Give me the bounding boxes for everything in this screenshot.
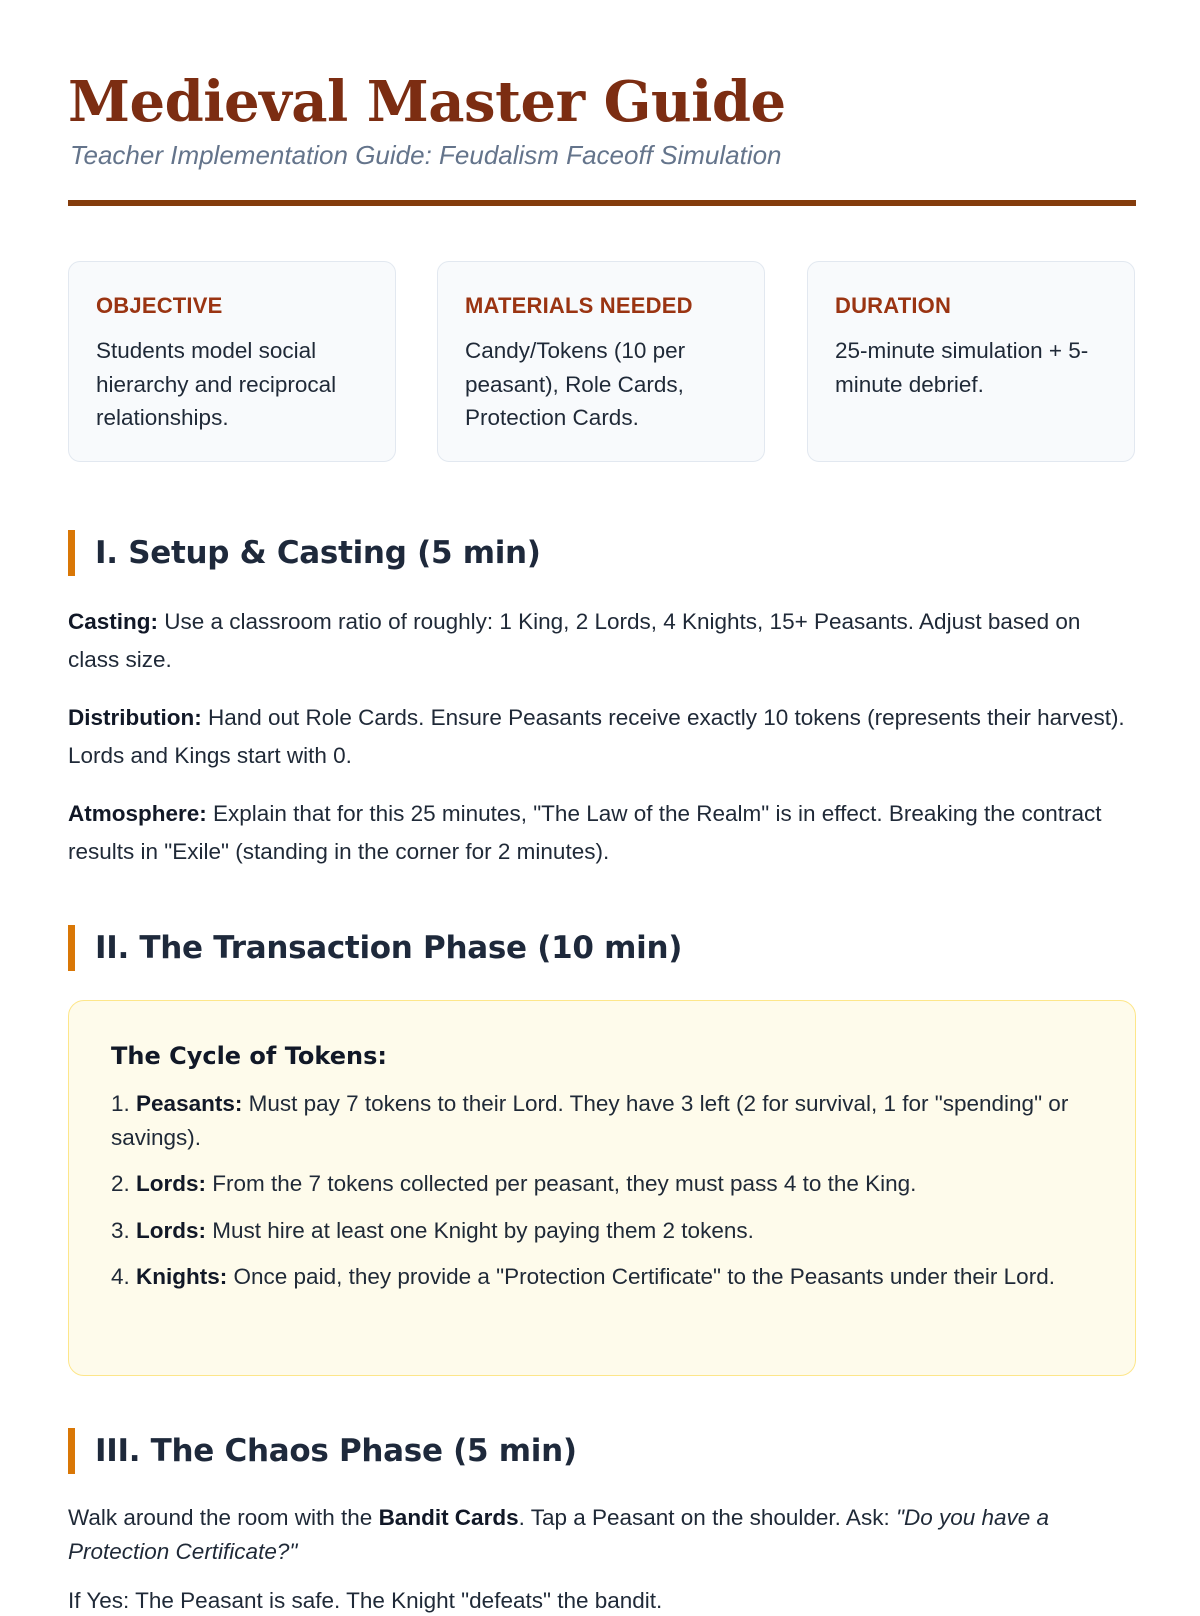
materials-label: MATERIALS NEEDED: [465, 293, 693, 318]
casting-text: Use a classroom ratio of roughly: 1 King, 2 Lords, 4 Knights, 15+ Peasants. Adjust based on class size.: [68, 609, 1081, 672]
chaos-intro-continuation: . Tap a Peasant on the shoulder. Ask:: [518, 1505, 896, 1530]
step-item: [111, 1167, 1095, 1201]
atmosphere-paragraph: [68, 795, 1136, 871]
step-number: 1.: [111, 1091, 137, 1116]
casting-label: Casting:: [68, 609, 158, 634]
objective-label: OBJECTIVE: [96, 293, 223, 318]
step-item: [111, 1260, 1095, 1294]
duration-text: 25-minute simulation + 5-minute debrief.: [835, 338, 1089, 397]
step-item: [111, 1214, 1095, 1248]
duration-label: DURATION: [835, 293, 952, 318]
distribution-paragraph: [68, 699, 1136, 775]
cut-off-list-item: If Yes: The Peasant is safe. The Knight "defeats" the bandit.: [68, 1588, 663, 1613]
objective-text: Students model social hierarchy and reciprocal relationships.: [96, 338, 337, 430]
step-text: Once paid, they provide a "Protection Certificate" to the Peasants under their Lord.: [227, 1264, 1055, 1289]
step-label: Peasants:: [136, 1091, 243, 1116]
section-setup-heading: I. Setup & Casting (5 min): [68, 530, 541, 576]
page-title: Medieval Master Guide: [68, 69, 786, 135]
step-label: Lords:: [136, 1171, 207, 1196]
step-number: 3.: [111, 1217, 137, 1243]
bandit-cards-label: Bandit Cards: [378, 1505, 519, 1530]
token-cycle-callout: [68, 1000, 1136, 1376]
materials-text: Candy/Tokens (10 per peasant), Role Cards, Protection Cards.: [465, 338, 686, 430]
title-divider: [68, 200, 1136, 206]
step-number: 4.: [111, 1264, 137, 1289]
step-text: Must pay 7 tokens to their Lord. They have 3 left (2 for survival, 1 for "spending" or savings).: [111, 1091, 1069, 1150]
atmosphere-text: Explain that for this 25 minutes, "The Law of the Realm" is in effect. Breaking the contract results in "Exile" (standing in the corner for 2 minutes).: [68, 801, 1102, 864]
summary-cards: [68, 261, 1136, 464]
step-label: Lords:: [136, 1217, 207, 1243]
casting-paragraph: [68, 603, 1136, 679]
step-label: Knights:: [136, 1264, 228, 1289]
materials-card: [437, 261, 765, 462]
distribution-label: Distribution:: [68, 705, 202, 730]
duration-card: [807, 261, 1135, 462]
callout-title: The Cycle of Tokens:: [111, 1042, 387, 1070]
section-transaction-heading: II. The Transaction Phase (10 min): [68, 925, 682, 971]
step-number: 2.: [111, 1171, 137, 1196]
atmosphere-label: Atmosphere:: [68, 801, 207, 826]
page-subtitle: Teacher Implementation Guide: Feudalism Faceoff Simulation: [70, 140, 782, 170]
section-chaos-heading: III. The Chaos Phase (5 min): [68, 1428, 577, 1474]
objective-card: [68, 261, 396, 462]
step-item: [111, 1087, 1095, 1154]
bandit-question: "Do you have a Protection Certificate?": [68, 1505, 1050, 1564]
step-text: From the 7 tokens collected per peasant, they must pass 4 to the King.: [206, 1171, 917, 1196]
chaos-intro-paragraph: [68, 1501, 1136, 1568]
distribution-text: Hand out Role Cards. Ensure Peasants receive exactly 10 tokens (represents their harvest). Lords and Kings start with 0.: [68, 705, 1125, 768]
step-text: Must hire at least one Knight by paying them 2 tokens.: [206, 1217, 754, 1243]
chaos-intro-text: Walk around the room with the: [68, 1505, 379, 1530]
